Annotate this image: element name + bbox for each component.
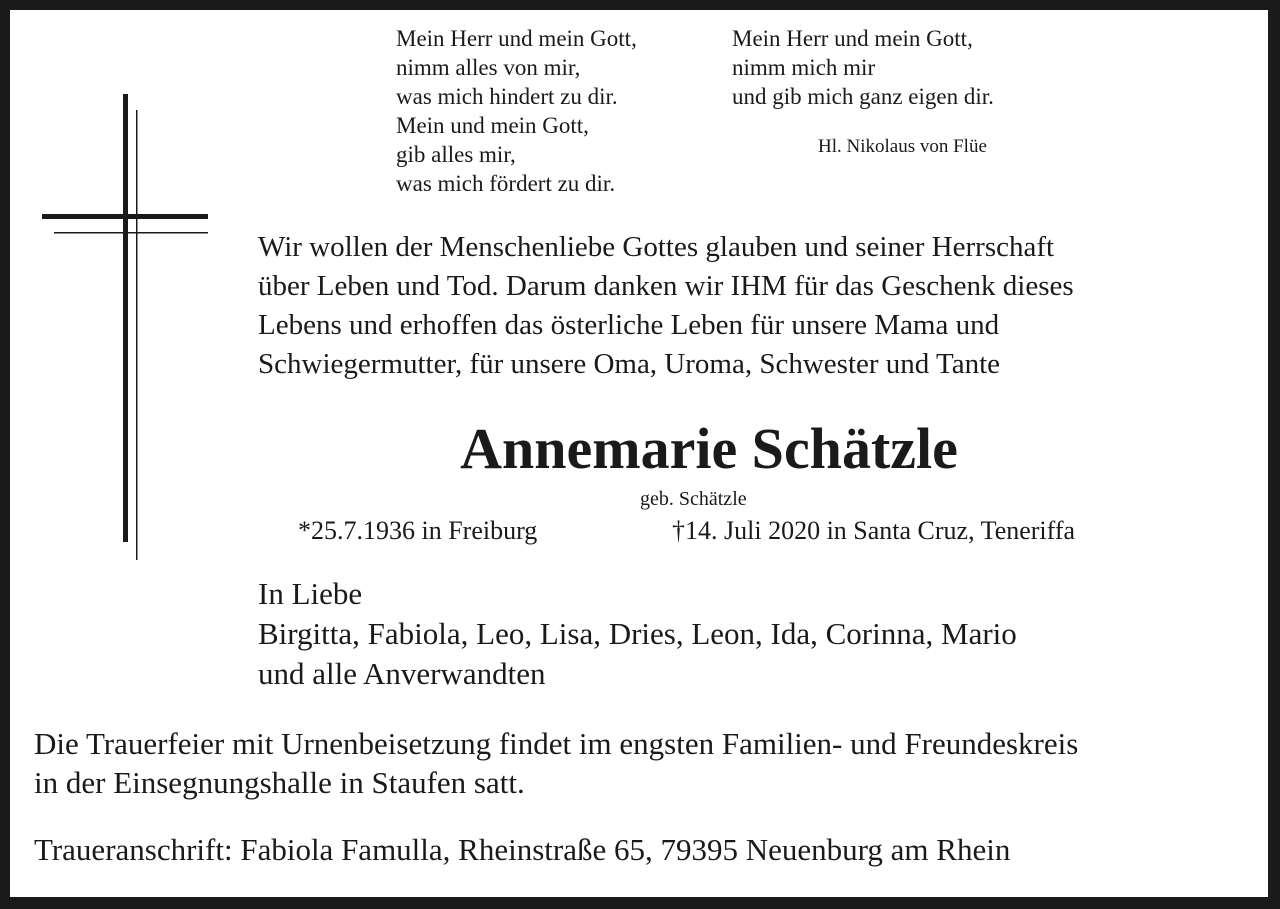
mourners-list <box>258 574 1017 694</box>
mourning-address: Traueranschrift: Fabiola Famulla, Rheinstraße 65, 79395 Neuenburg am Rhein <box>34 832 1011 867</box>
ceremony-line: Die Trauerfeier mit Urnenbeisetzung findet im engsten Familien- und Freundeskreis <box>34 726 1079 761</box>
poem-line: Mein Herr und mein Gott, <box>396 26 637 51</box>
maiden-name: geb. Schätzle <box>640 488 747 510</box>
cross-icon <box>10 10 230 590</box>
deceased-name: Annemarie Schätzle <box>460 416 958 481</box>
intro-line: über Leben und Tod. Darum danken wir IHM für das Geschenk dieses <box>258 270 1074 302</box>
death-info: †14. Juli 2020 in Santa Cruz, Teneriffa <box>672 516 1076 545</box>
poem-line: nimm mich mir <box>732 55 876 80</box>
poem-line: gib alles mir, <box>396 142 516 167</box>
poem-line: was mich hindert zu dir. <box>396 84 618 109</box>
intro-line: Schwiegermutter, für unsere Oma, Uroma, Schwester und Tante <box>258 348 1000 380</box>
ceremony-info <box>34 724 1078 802</box>
poem-line: Mein und mein Gott, <box>396 113 589 138</box>
poem-right-column <box>732 24 994 111</box>
closing-line: In Liebe <box>258 576 363 611</box>
ceremony-line: in der Einsegnungshalle in Staufen satt. <box>34 765 525 800</box>
poem-line: und gib mich ganz eigen dir. <box>732 84 994 109</box>
poem-line: nimm alles von mir, <box>396 55 581 80</box>
poem-left-column <box>396 24 637 198</box>
closing-line: Birgitta, Fabiola, Leo, Lisa, Dries, Leon, Ida, Corinna, Mario <box>258 616 1017 651</box>
birth-info: *25.7.1936 in Freiburg <box>298 516 538 545</box>
closing-line: und alle Anverwandten <box>258 656 546 691</box>
poem-line: Mein Herr und mein Gott, <box>732 26 973 51</box>
intro-line: Wir wollen der Menschenliebe Gottes glauben und seiner Herrschaft <box>258 231 1055 263</box>
poem-line: was mich fördert zu dir. <box>396 171 616 196</box>
obituary-notice <box>10 10 1268 897</box>
intro-line: Lebens und erhoffen das österliche Leben für unsere Mama und <box>258 309 1000 341</box>
intro-text <box>258 228 1074 384</box>
poem-author: Hl. Nikolaus von Flüe <box>818 136 987 157</box>
